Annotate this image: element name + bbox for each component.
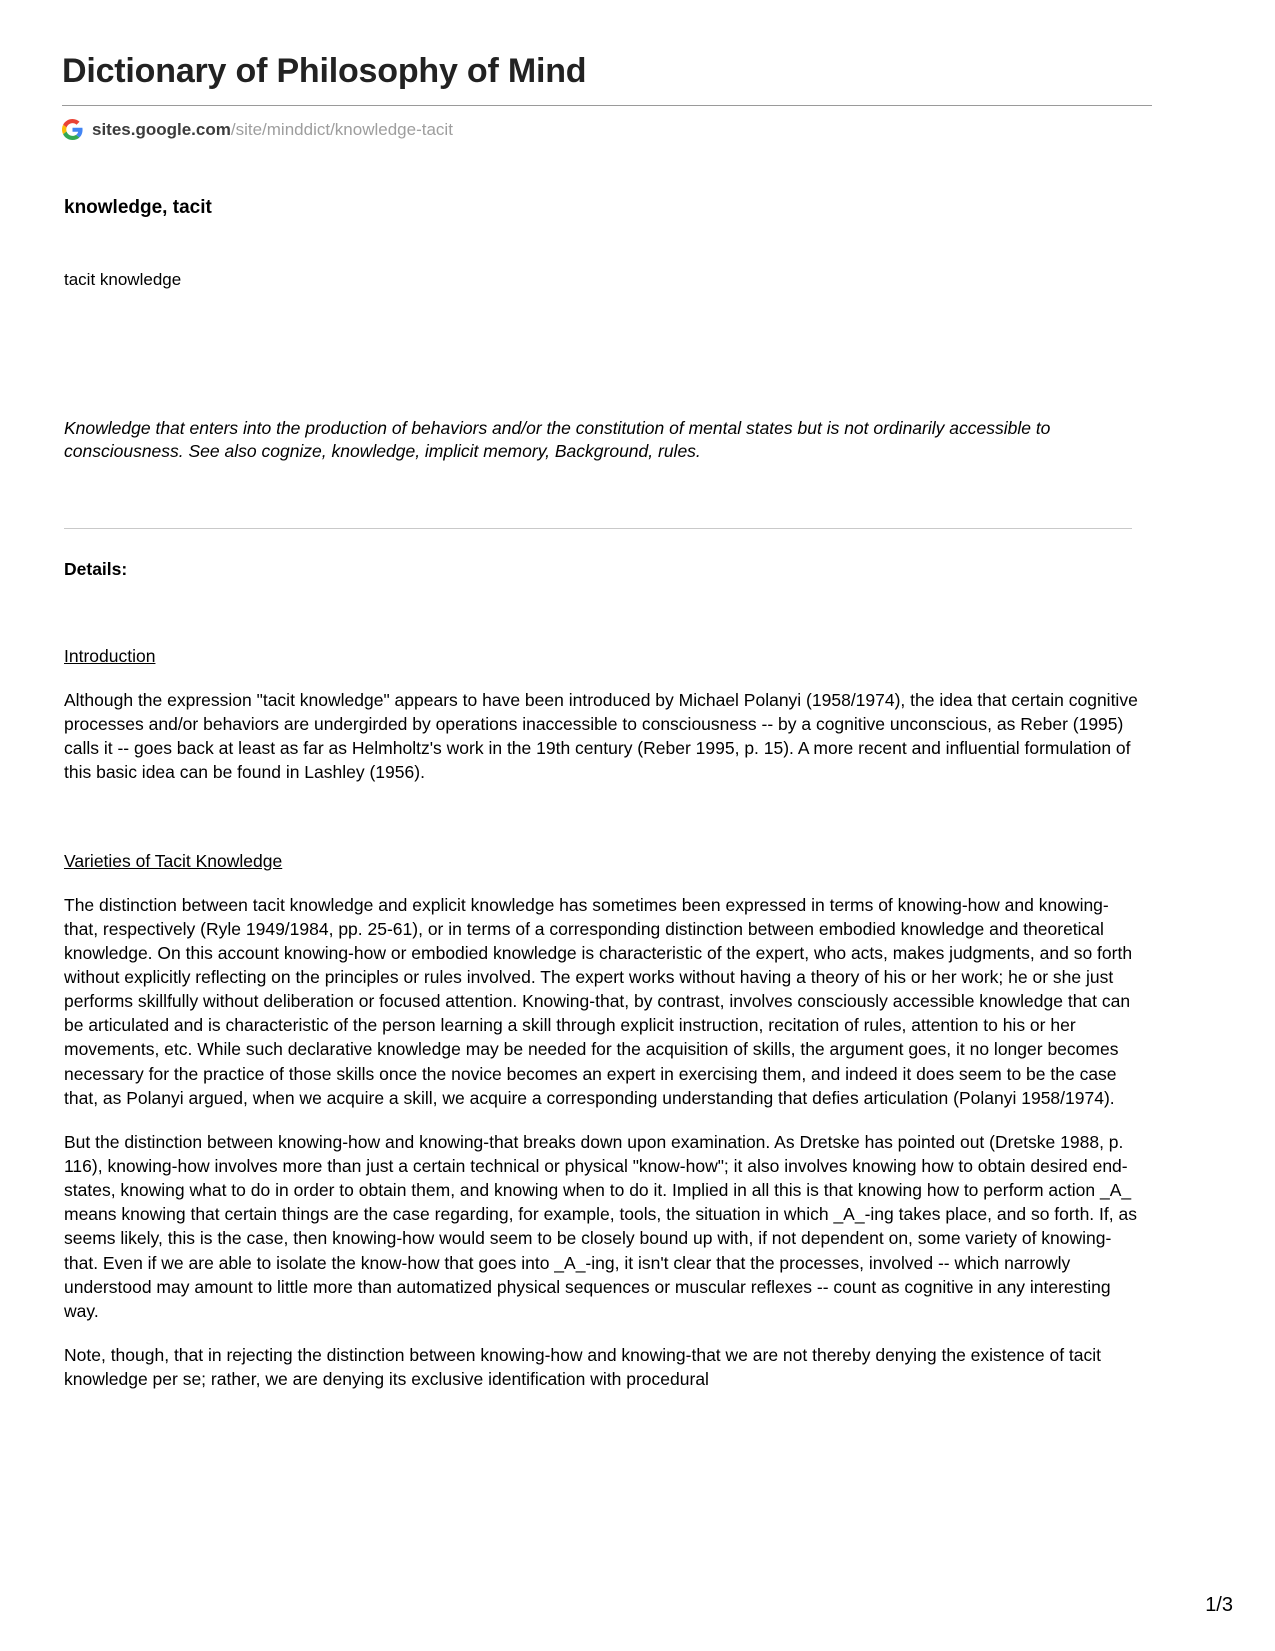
details-label: Details:	[64, 559, 128, 580]
source-url-bar	[62, 119, 1152, 140]
site-title: Dictionary of Philosophy of Mind	[62, 52, 587, 90]
entry-definition: Knowledge that enters into the production of behaviors and/or the constitution of mental states but is not ordinarily accessible to consciousness. See also cognize, knowledge, implicit memory, Background, rules.	[64, 417, 1051, 462]
section-introduction	[64, 580, 1139, 785]
section-paragraph: Note, though, that in rejecting the distinction between knowing-how and knowing-that we are not thereby denying the existence of tacit knowledge per se; rather, we are denying its exclusive identification with procedural	[64, 1344, 1102, 1390]
url-path: /site/minddict/knowledge-tacit	[230, 120, 453, 140]
page-header	[62, 52, 1152, 140]
header-divider	[62, 105, 1152, 106]
section-heading: Varieties of Tacit Knowledge	[64, 850, 283, 871]
section-paragraph: But the distinction between knowing-how and knowing-that breaks down upon examination. As Dretske has pointed out (Dretske 1988, p. 116), knowing-how involves more than just a certain technical or physical "know-how"; it also involves knowing how to obtain desired end-states, knowing what to do in order to obtain them, and knowing when to do it. Implied in all this is that knowing how to perform action _A_ means knowing that certain things are the case regarding, for example, tools, the situation in which _A_-ing takes place, and so forth. If, as seems likely, this is the case, then knowing-how would seem to be closely bound up with, if not dependent on, some variety of knowing-that. Even if we are able to isolate the know-how that goes into _A_-ing, it isn't clear that the processes, involved -- which narrowly understood may amount to little more than automatized physical sequences or muscular reflexes -- count as cognitive in any interesting way.	[64, 1131, 1137, 1321]
section-heading: Introduction	[64, 646, 156, 667]
section-paragraph: Although the expression "tacit knowledge" appears to have been introduced by Michael Polanyi (1958/1974), the idea that certain cognitive processes and/or behaviors are undergirded by operations inaccessible to consciousness -- by a cognitive unconscious, as Reber (1995) calls it -- goes back at least as far as Helmholtz's work in the 19th century (Reber 1995, p. 15). A more recent and influential formulation of this basic idea can be found in Lashley (1956).	[64, 690, 1138, 783]
page-number: 1/3	[1205, 1594, 1233, 1616]
google-g-icon	[62, 119, 83, 140]
section-varieties-of-tacit-knowledge	[64, 785, 1139, 1392]
url-host: sites.google.com	[92, 120, 231, 140]
entry-title: knowledge, tacit	[64, 197, 212, 218]
document-content	[64, 196, 1139, 1391]
entry-alt-name: tacit knowledge	[64, 269, 182, 289]
section-paragraph: The distinction between tacit knowledge and explicit knowledge has sometimes been expressed in terms of knowing-how and knowing-that, respectively (Ryle 1949/1984, pp. 25-61), or in terms of a corresponding distinction between embodied knowledge and theoretical knowledge. On this account knowing-how or embodied knowledge is characteristic of the expert, who acts, makes judgments, and so forth without explicitly reflecting on the principles or rules involved. The expert works without having a theory of his or her work; he or she just performs skillfully without deliberation or focused attention. Knowing-that, by contrast, involves consciously accessible knowledge that can be articulated and is characteristic of the person learning a skill through explicit instruction, recitation of rules, attention to his or her movements, etc. While such declarative knowledge may be needed for the acquisition of skills, the argument goes, it no longer becomes necessary for the practice of those skills once the novice becomes an expert in exercising them, and indeed it does seem to be the case that, as Polanyi argued, when we acquire a skill, we acquire a corresponding understanding that defies articulation (Polanyi 1958/1974).	[64, 894, 1133, 1108]
